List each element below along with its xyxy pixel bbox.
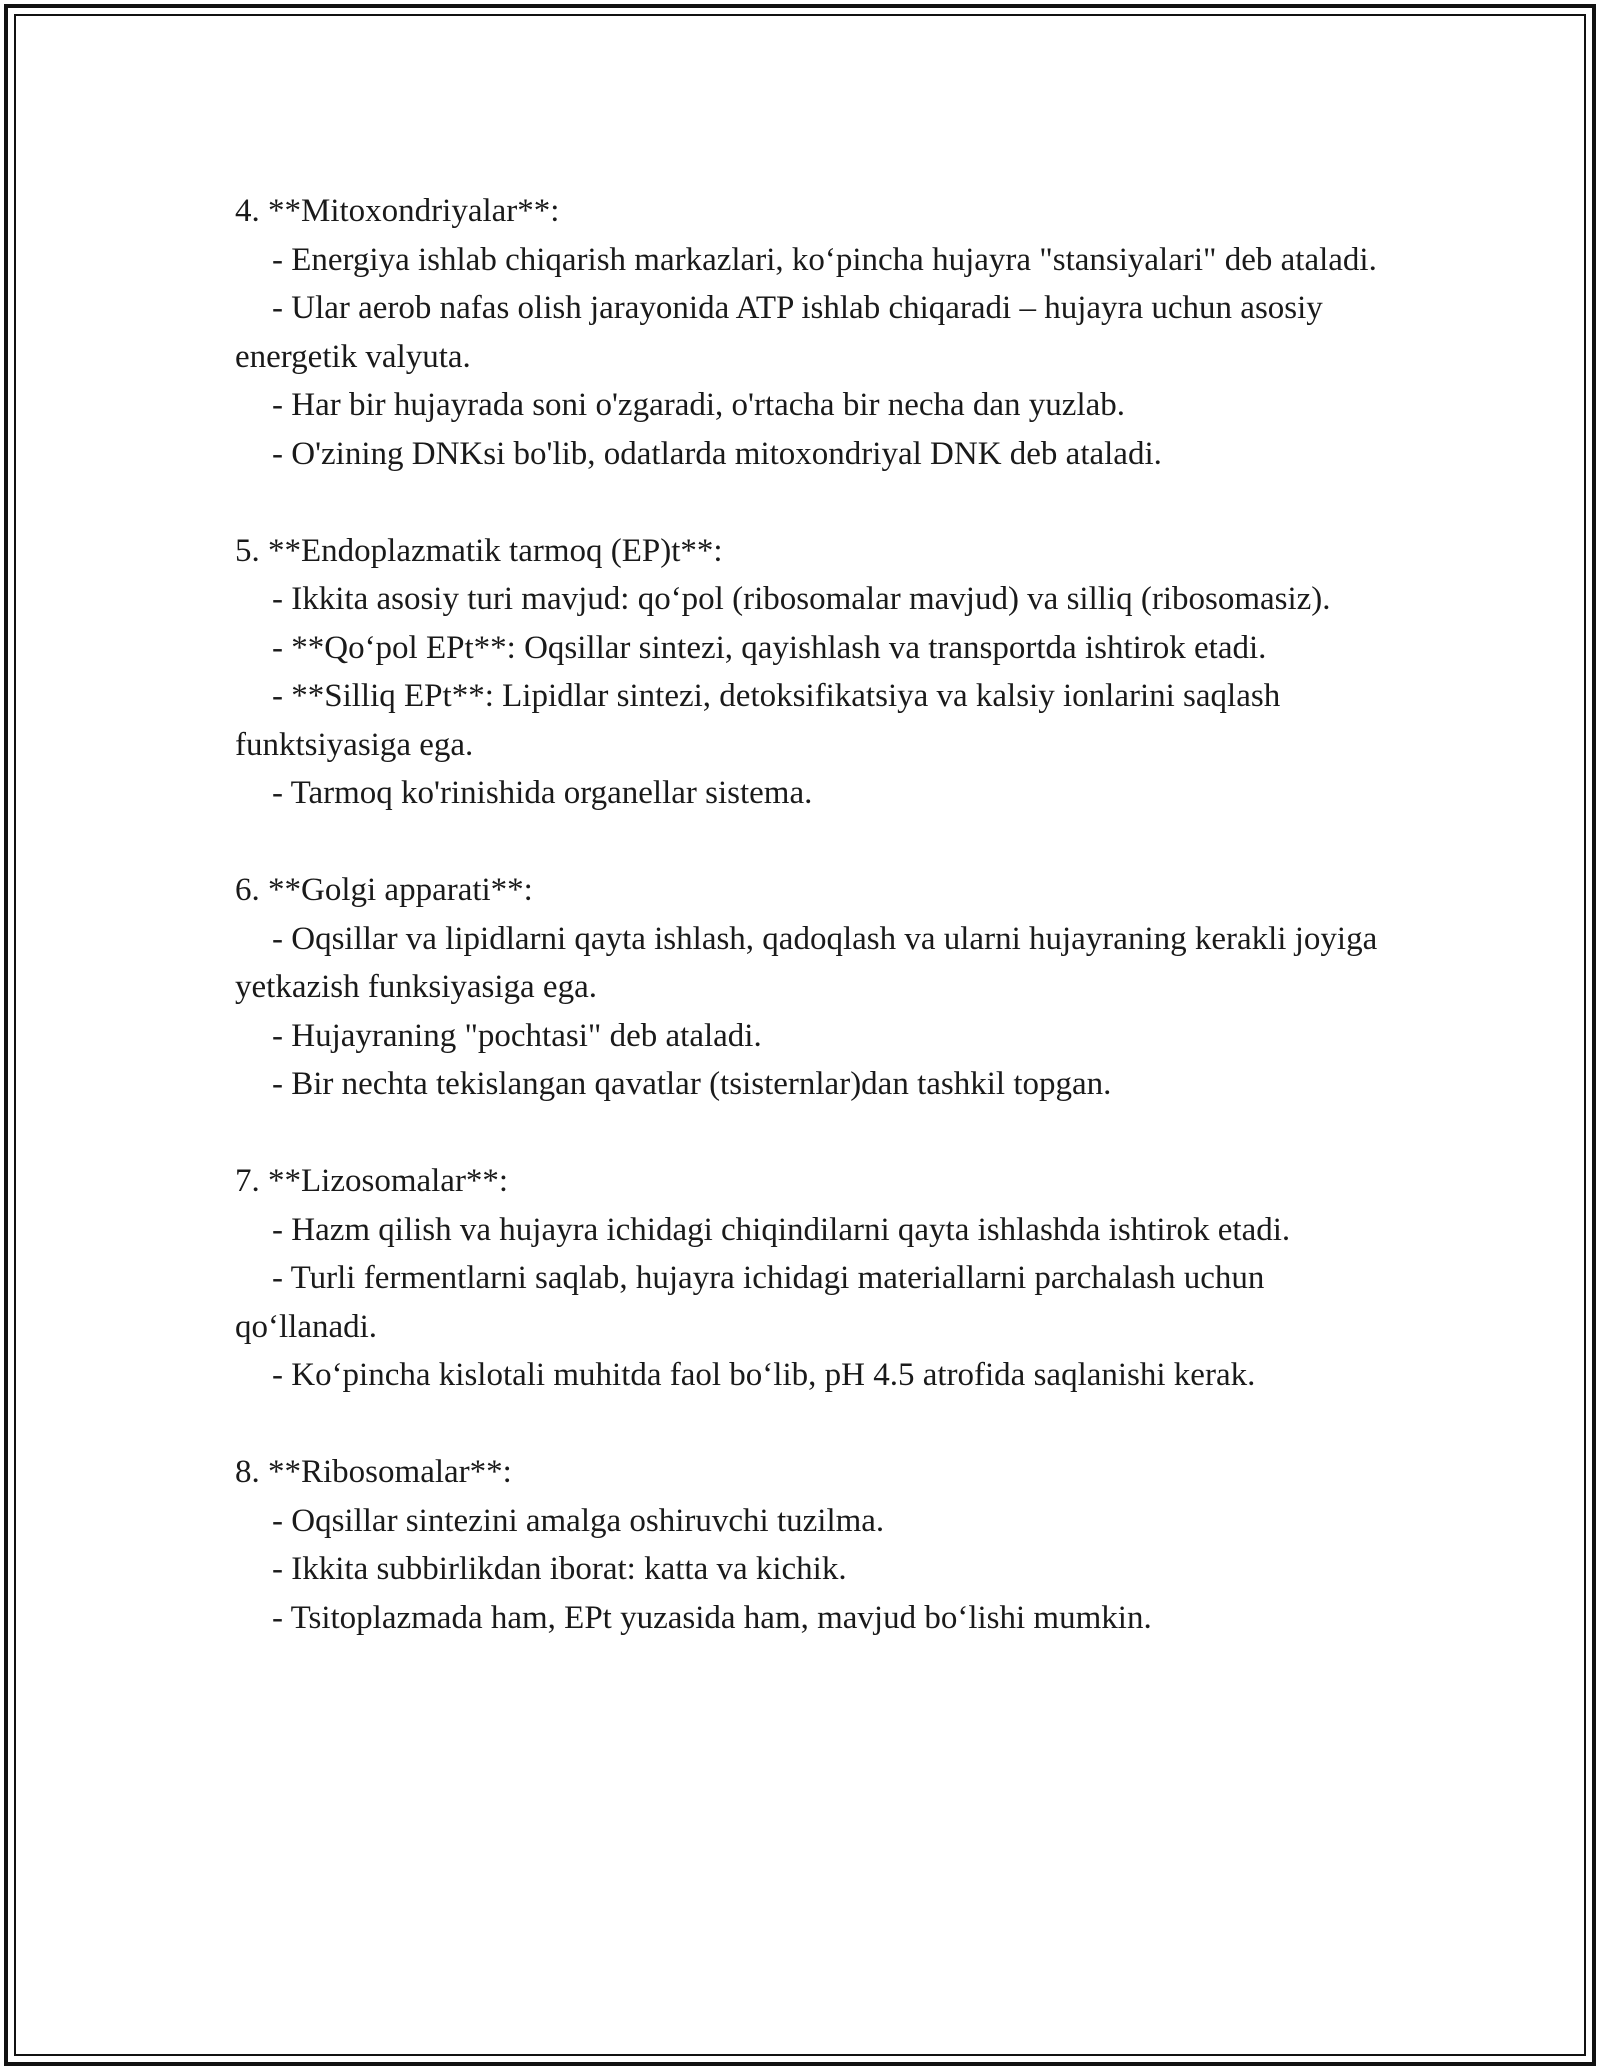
list-item: - Ikkita subbirlikdan iborat: katta va kichik.	[272, 1551, 847, 1587]
list-item: - **Silliq EPt**: Lipidlar sintezi, detoksifikatsiya va kalsiy ionlarini saqlash funktsiyasiga ega.	[235, 678, 1281, 763]
section-heading: 8. **Ribosomalar**:	[235, 1454, 512, 1490]
list-item: - **Qo‘pol EPt**: Oqsillar sintezi, qayishlash va transportda ishtirok etadi.	[272, 629, 1267, 666]
list-item: - Oqsillar va lipidlarni qayta ishlash, qadoqlash va ularni hujayraning kerakli joyiga yetkazish funksiyasiga ega.	[235, 920, 1378, 1005]
list-item: - Bir nechta tekislangan qavatlar (tsisternlar)dan tashkil topgan.	[272, 1066, 1112, 1102]
list-item: - Oqsillar sintezini amalga oshiruvchi tuzilma.	[272, 1502, 885, 1539]
section-lysosomes	[235, 1157, 1395, 1400]
list-item: - Energiya ishlab chiqarish markazlari, ko‘pincha hujayra "stansiyalari" deb ataladi.	[272, 241, 1377, 278]
list-item: - Hujayraning "pochtasi" deb ataladi.	[272, 1017, 762, 1054]
list-item: - Ular aerob nafas olish jarayonida ATP ishlab chiqaradi – hujayra uchun asosiy energetik valyuta.	[235, 290, 1323, 375]
list-item: - Tarmoq ko'rinishida organellar sistema.	[272, 775, 813, 811]
section-heading: 6. **Golgi apparati**:	[235, 872, 533, 908]
list-item: - Har bir hujayrada soni o'zgaradi, o'rtacha bir necha dan yuzlab.	[272, 387, 1126, 423]
list-item: - O'zining DNKsi bo'lib, odatlarda mitoxondriyal DNK deb ataladi.	[272, 435, 1162, 472]
section-endoplasmic-reticulum	[235, 527, 1395, 818]
section-heading: 5. **Endoplazmatik tarmoq (EP)t**:	[235, 532, 723, 569]
section-heading: 7. **Lizosomalar**:	[235, 1163, 509, 1199]
list-item: - Tsitoplazmada ham, EPt yuzasida ham, mavjud bo‘lishi mumkin.	[272, 1599, 1152, 1636]
section-golgi	[235, 866, 1395, 1109]
document-body	[235, 187, 1395, 1642]
list-item: - Ko‘pincha kislotali muhitda faol bo‘lib, pH 4.5 atrofida saqlanishi kerak.	[272, 1357, 1256, 1393]
list-item: - Ikkita asosiy turi mavjud: qo‘pol (ribosomalar mavjud) va silliq (ribosomasiz).	[272, 581, 1331, 617]
section-ribosomes	[235, 1448, 1395, 1642]
list-item: - Hazm qilish va hujayra ichidagi chiqindilarni qayta ishlashda ishtirok etadi.	[272, 1211, 1291, 1248]
section-heading: 4. **Mitoxondriyalar**:	[235, 193, 560, 229]
section-mitochondria	[235, 187, 1395, 478]
list-item: - Turli fermentlarni saqlab, hujayra ichidagi materiallarni parchalash uchun qo‘llanadi.	[235, 1260, 1265, 1345]
